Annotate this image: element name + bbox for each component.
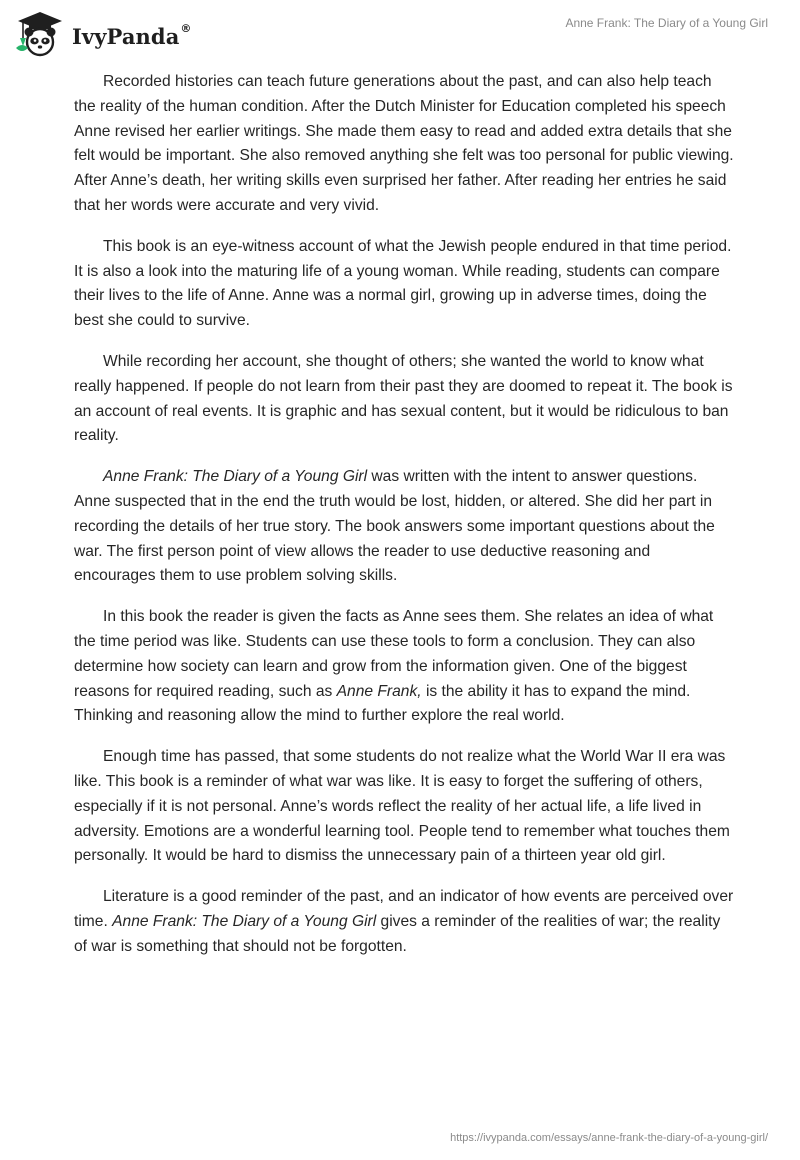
paragraph-3: While recording her account, she thought of others; she wanted the world to know what really happened. If people do not learn from their past they are doomed to repeat it. The book is an account of real events. It is graphic and has sexual content, but it would be ridiculous to ban reality. xyxy=(74,352,733,445)
ivypanda-logo[interactable] xyxy=(14,8,192,60)
brand-name: IvyPanda® xyxy=(72,21,192,49)
paragraph-1: Recorded histories can teach future generations about the past, and can also help teach the reality of the human condition. After the Dutch Minister for Education completed his speech Anne revised her earlier writings. She made them easy to read and added extra details that she felt would be important. She also removed anything she felt was too personal for public viewing. After Anne’s death, her writing skills even surprised her father. After reading her entries he said that her words were accurate and very vivid. xyxy=(74,73,734,214)
book-title-italic: Anne Frank: The Diary of a Young Girl xyxy=(112,912,377,930)
panda-graduate-icon xyxy=(14,8,66,60)
book-title-italic: Anne Frank: The Diary of a Young Girl xyxy=(103,468,368,486)
paragraph-2: This book is an eye-witness account of what the Jewish people endured in that time period. It is also a look into the maturing life of a young woman. While reading, students can compare their lives to the life of Anne. Anne was a normal girl, growing up in adverse times, doing the best she could to survive. xyxy=(74,237,732,330)
paragraph-6: Enough time has passed, that some students do not realize what the World War II era was like. This book is a reminder of what war was like. It is easy to forget the suffering of others, especially if it is not personal. Anne’s words reflect the reality of her actual life, a life lived in adversity. Emotions are a wonderful learning tool. People tend to remember what touches them personally. It would be hard to dismiss the unnecessary pain of a thirteen year old girl. xyxy=(74,748,730,865)
essay-body xyxy=(74,70,734,976)
paragraph-4: Anne Frank: The Diary of a Young Girl was written with the intent to answer questions. Anne suspected that in the end the truth would be lost, hidden, or altered. She did her part in recording the details of her true story. The book answers some important questions about the war. The first person point of view allows the reader to use deductive reasoning and encourages them to use problem solving skills. xyxy=(74,468,715,585)
page-header xyxy=(0,0,800,64)
paragraph-5: In this book the reader is given the facts as Anne sees them. She relates an idea of what the time period was like. Students can use these tools to form a conclusion. They can also determine how society can learn and grow from the information given. One of the biggest reasons for required reading, such as Anne Frank, is the ability it has to expand the mind. Thinking and reasoning allow the mind to further explore the real world. xyxy=(74,608,714,725)
registered-mark: ® xyxy=(180,21,192,35)
source-url-link[interactable]: https://ivypanda.com/essays/anne-frank-the-diary-of-a-young-girl/ xyxy=(450,1132,768,1144)
paragraph-7: Literature is a good reminder of the past, and an indicator of how events are perceived over time. Anne Frank: The Diary of a Young Girl gives a reminder of the realities of war; the reality of war is something that should not be forgotten. xyxy=(74,888,734,955)
book-title-italic: Anne Frank, xyxy=(336,682,422,700)
document-title: Anne Frank: The Diary of a Young Girl xyxy=(565,16,768,30)
